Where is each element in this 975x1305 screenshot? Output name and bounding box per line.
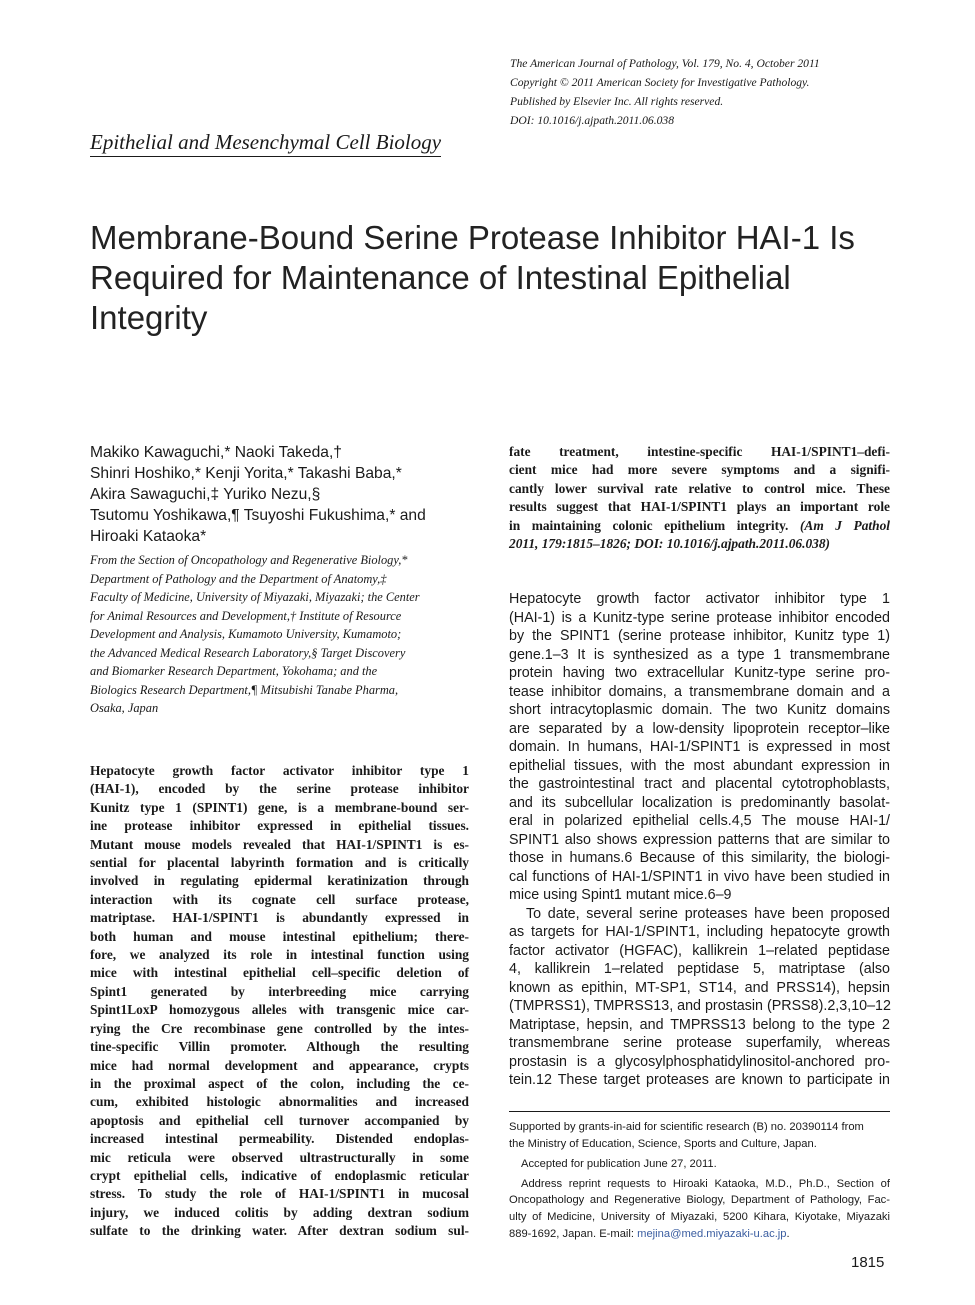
abstract-line: cient mice had more severe symptoms and a signifi- (509, 462, 890, 478)
abstract-line: interaction with its cognate cell surface protease, (90, 891, 469, 907)
body-line: (TMPRSS1), TMPRSS13, and prostasin (PRSS8).2,3,10–12 (509, 998, 891, 1014)
body-line: short intracytoplasmic domain. The two Kunitz domains (509, 702, 890, 718)
abstract-fragment: in maintaining colonic epithelium integrity. (509, 517, 789, 533)
abstract-right-column (509, 443, 890, 553)
abstract-line: rying the Cre recombinase gene controlled by the intes- (90, 1020, 469, 1036)
abstract-line: Kunitz type 1 (SPINT1) gene, is a membrane-bound ser- (90, 799, 469, 815)
body-line: 4, kallikrein 1–related peptidase 5, matriptase (also (509, 961, 890, 977)
abstract-line: Spint1LoxP homozygous alleles with transgenic mice car- (90, 1002, 469, 1018)
body-line: known as epithin, MT-SP1, ST14, and PRSS14), hepsin (509, 979, 890, 996)
footnote-divider (509, 1111, 890, 1112)
affiliation-line: for Animal Resources and Development,† Institute of Resource (90, 608, 402, 623)
abstract-citation: (Am J Pathol (799, 517, 890, 533)
affiliation-line: Department of Pathology and the Department of Anatomy,‡ (90, 571, 387, 586)
title-line: Membrane-Bound Serine Protease Inhibitor HAI-1 Is (90, 219, 855, 256)
affiliations (90, 551, 472, 718)
footnote-line: Supported by grants-in-aid for scientific research (B) no. 20390114 from (509, 1121, 864, 1133)
body-line: those in humans.6 Because of this similarity, the biologi- (509, 850, 890, 866)
abstract-line: crypt epithelial cells, indicative of endoplasmic reticular (90, 1167, 469, 1183)
body-line: SPINT1 also shows expression patterns that are similar to (509, 831, 890, 848)
affiliation-line: Faculty of Medicine, University of Miyazaki, Miyazaki; the Center (90, 590, 420, 604)
affiliation-line: Osaka, Japan (90, 701, 159, 715)
author-list (90, 442, 490, 547)
author-line: Hiroaki Kataoka* (90, 528, 207, 545)
abstract-line: stress. To study the role of HAI-1/SPINT1 in mucosal (90, 1186, 469, 1202)
abstract-line: cantly lower survival rate relative to control mice. These (509, 480, 890, 496)
abstract-line: apoptosis and epithelial cell turnover accompanied by (90, 1112, 469, 1128)
footnote-line: the Ministry of Education, Science, Sports and Culture, Japan. (509, 1137, 817, 1150)
abstract-line: increased intestinal permeability. Distended endoplas- (90, 1131, 469, 1147)
title-line: Required for Maintenance of Intestinal Epithelial (90, 259, 791, 296)
address-text: . (786, 1227, 790, 1240)
abstract-line: (HAI-1), encoded by the serine protease inhibitor (90, 781, 469, 797)
journal-citation: The American Journal of Pathology, Vol. 179, No. 4, October 2011 (510, 57, 820, 70)
footnote-line (509, 1226, 890, 1243)
body-line: gene.1–3 It is synthesized as a type 1 transmembrane (509, 646, 890, 663)
body-line: transmembrane serine protease superfamily, whereas (509, 1035, 890, 1051)
body-line: tease inhibitor domains, a transmembrane domain and a (509, 683, 890, 700)
abstract-line: cum, exhibited histologic abnormalities and increased (90, 1094, 469, 1110)
body-line: factor activator (HGFAC), kallikrein 1–related peptidase (509, 942, 890, 959)
abstract-line: mice had normal development and appearance, crypts (90, 1057, 469, 1073)
body-line: as targets for HAI-1/SPINT1, including hepatocyte growth (509, 924, 890, 940)
abstract-line: tine-specific Villin promoter. Although the resulting (90, 1039, 469, 1055)
abstract-line: sential for placental labyrinth formation and is critically (90, 855, 469, 871)
body-line: eral in polarized epithelial cells.4,5 The mouse HAI-1/ (509, 813, 890, 829)
body-line: protein having two extracellular Kunitz-type serine pro- (509, 665, 890, 681)
body-line: cal functions of HAI-1/SPINT1 in vivo have been studied in (509, 868, 890, 885)
affiliation-line: the Advanced Medical Research Laboratory,§ Target Discovery (90, 645, 406, 660)
section-heading: Epithelial and Mesenchymal Cell Biology (90, 130, 441, 157)
abstract-line (509, 517, 890, 535)
abstract-line: sulfate to the drinking water. After dextran sodium sul- (90, 1223, 469, 1239)
footnote-line: Accepted for publication June 27, 2011. (521, 1157, 717, 1170)
body-line: domain. In humans, HAI-1/SPINT1 is expressed in most (509, 739, 890, 755)
abstract-citation: 2011, 179:1815–1826; DOI: 10.1016/j.ajpath.2011.06.038) (509, 536, 831, 552)
body-line: are separated by a low-density lipoprotein receptor–like (509, 720, 890, 737)
author-line: Shinri Hoshiko,* Kenji Yorita,* Takashi Baba,* (90, 465, 402, 482)
abstract-line: both human and mouse intestinal epithelium; there- (90, 928, 469, 944)
article-title (90, 218, 910, 338)
body-line: epithelial tissues, with the most abundant expression in (509, 757, 890, 774)
email-link[interactable]: mejina@med.miyazaki-u.ac.jp (637, 1227, 787, 1240)
abstract-line: Spint1 generated by interbreeding mice carrying (90, 983, 469, 999)
body-line: the gastrointestinal tract and placental cytotrophoblasts, (509, 776, 890, 792)
journal-doi: DOI: 10.1016/j.ajpath.2011.06.038 (510, 114, 675, 127)
body-line: by the SPINT1 (serine protease inhibitor, Kunitz type 1) (509, 628, 890, 644)
abstract-line: in the proximal aspect of the colon, including the ce- (90, 1075, 469, 1091)
abstract-line: fate treatment, intestine-specific HAI-1/SPINT1–defi- (509, 444, 890, 459)
abstract-line: results suggest that HAI-1/SPINT1 plays an important role (509, 499, 890, 515)
abstract-line: ine protease inhibitor expressed in epithelial tissues. (90, 818, 469, 834)
body-line: Hepatocyte growth factor activator inhibitor type 1 (509, 591, 890, 607)
body-line: (HAI-1) is a Kunitz-type serine protease inhibitor encoded (509, 609, 890, 626)
author-line: Tsutomu Yoshikawa,¶ Tsuyoshi Fukushima,* and (90, 507, 426, 524)
body-line: tein.12 These target proteases are known to participate in (509, 1072, 890, 1088)
abstract-line: Hepatocyte growth factor activator inhibitor type 1 (90, 763, 469, 778)
abstract-left-column (90, 762, 469, 1241)
affiliation-line: Biologics Research Department,¶ Mitsubishi Tanabe Pharma, (90, 682, 399, 697)
abstract-line: involved in regulating epidermal keratinization through (90, 873, 469, 889)
body-line: prostasin is a glycosylphosphatidylinositol-anchored pro- (509, 1053, 890, 1070)
footnote-line: ulty of Medicine, University of Miyazaki, 5200 Kihara, Kiyotake, Miyazaki (509, 1210, 890, 1223)
page-number: 1815 (851, 1254, 885, 1271)
abstract-line: matriptase. HAI-1/SPINT1 is abundantly expressed in (90, 910, 469, 926)
accepted-note (509, 1156, 890, 1173)
footnotes (509, 1119, 890, 1246)
body-line: and its subcellular localization is predominantly basolat- (509, 794, 890, 811)
footnote-line: Oncopathology and Regenerative Biology, Department of Pathology, Fac- (509, 1194, 890, 1207)
author-line: Makiko Kawaguchi,* Naoki Takeda,† (90, 444, 342, 461)
body-line: mice using Spint1 mutant mice.6–9 (509, 887, 732, 903)
title-line: Integrity (90, 299, 208, 336)
journal-info (510, 54, 910, 130)
abstract-line: mice with intestinal epithelial cell–specific deletion of (90, 965, 469, 981)
address-text: 889-1692, Japan. E-mail: (509, 1227, 635, 1240)
abstract-line: injury, we induced colitis by adding dextran sodium (90, 1204, 469, 1220)
address-note (509, 1176, 890, 1242)
body-line: Matriptase, hepsin, and TMPRSS13 belong to the type 2 (509, 1016, 890, 1033)
affiliation-line: From the Section of Oncopathology and Regenerative Biology,* (90, 553, 408, 567)
author-line: Akira Sawaguchi,‡ Yuriko Nezu,§ (90, 486, 321, 503)
body-text (509, 590, 890, 1090)
footnote-line: Address reprint requests to Hiroaki Kataoka, M.D., Ph.D., Section of (521, 1177, 890, 1190)
abstract-line: mic reticula were observed ultrastructurally in some (90, 1149, 469, 1165)
journal-publisher: Published by Elsevier Inc. All rights reserved. (510, 95, 724, 108)
funding-note (509, 1119, 890, 1152)
body-line: To date, several serine proteases have been proposed (526, 905, 890, 922)
abstract-line: fore, we analyzed its role in intestinal function using (90, 947, 469, 963)
abstract-line: Mutant mouse models revealed that HAI-1/SPINT1 is es- (90, 836, 469, 852)
affiliation-line: and Biomarker Research Department, Yokohama; and the (90, 664, 378, 678)
journal-copyright: Copyright © 2011 American Society for Investigative Pathology. (510, 76, 810, 89)
affiliation-line: Development and Analysis, Kumamoto University, Kumamoto; (90, 627, 402, 641)
